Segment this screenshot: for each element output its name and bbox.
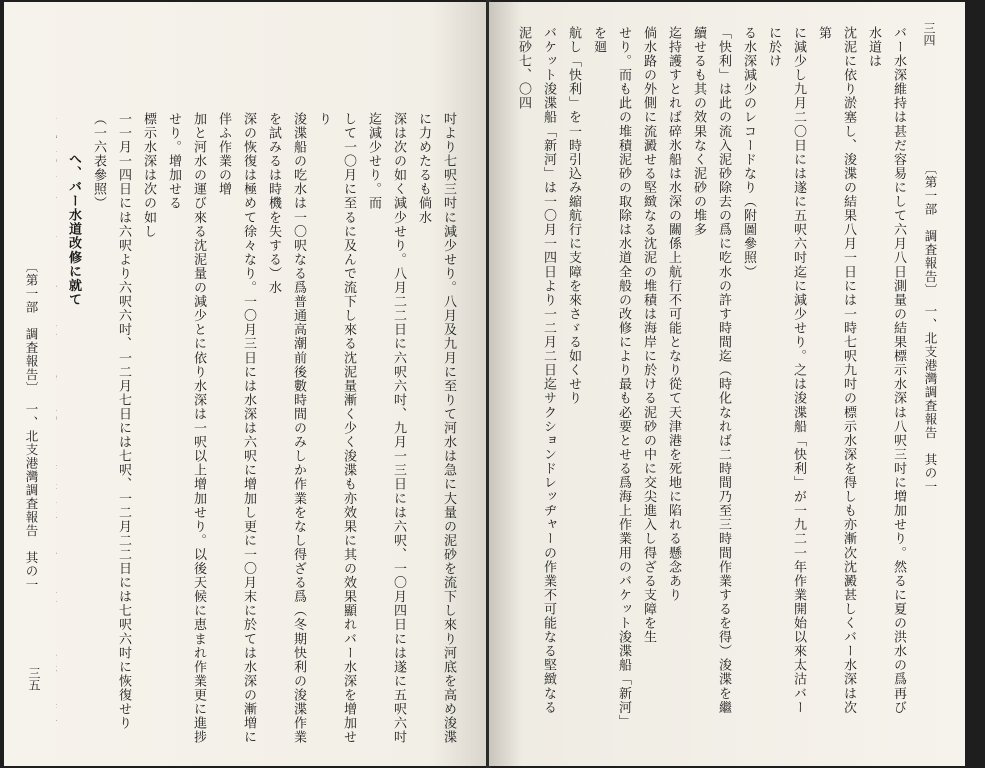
right-line-6: 迄持護すとれば碎氷船は水深の關係上航行不可能となり從て天津港を死地に陷れる懸念あり — [666, 26, 681, 603]
right-line-10: バケット浚渫船「新河」は一〇月一四日より一二月二日迄サクションドレッヂャーの作業不可能なる堅緻なる泥砂七、〇四 — [516, 26, 556, 715]
left-section-heading: へ、バー水道改修に就て — [66, 152, 81, 307]
right-folio: 三四 — [922, 22, 936, 46]
left-line-3: して一〇月に至るに及んで流下し來る沈泥量漸く少く浚渫も亦效果に其の效果顯れバー水深を增加せり — [316, 112, 356, 745]
right-line-5: 「快利」は此の流入泥砂除去の爲に吃水の許す時間迄（時化なれば二時間乃至三時間作業するを得）浚渫を繼續せるも其の效果なく泥砂の堆多 — [691, 26, 731, 715]
right-line-8: せり。而も此の堆積泥砂の取除は水道全般の改修により最も必要とせる爲海上作業用のバケット浚渫船「新河」を廻 — [591, 26, 631, 722]
left-line-8: 一一月一四日には六呎より六呎六吋、一二月七日には七呎、一二月二二日には七呎六吋に恢復せり（一六表參照） — [91, 112, 131, 731]
left-line-5: 深の恢復は極めて徐々なり。一〇月三日には水深は六呎に增加し更に一〇月末に於ては水深の漸増に伴ふ作業の增 — [216, 112, 256, 745]
right-line-3: に減少し九月二〇日には遂に五呎六吋迄に減少せり。之は浚渫船「快利」が一九二一年作業開始以來太沽バーに於け — [766, 26, 806, 715]
right-line-1: バー水深維持は甚だ容易にして六月八日測量の結果標示水深は八呎三吋に増加せり。然るに夏の洪水の爲再び水道は — [866, 26, 906, 715]
right-body — [511, 26, 911, 726]
right-line-7: 倘水路の外側に流澱せる堅緻なる沈泥の堆積は海岸に於ける泥砂の中に交尖進入し得ざる支障を生 — [641, 26, 656, 645]
right-line-4: る水深減少のレコードなり（附圖參照） — [741, 26, 756, 279]
right-page — [489, 2, 965, 766]
left-line-7: 標示水深は次の如し — [141, 112, 156, 239]
left-body — [56, 112, 461, 752]
left-line-2: 深は次の如く減少せり。八月二二日に六呎六吋、九月一三日には六呎、一〇月四日には遂に五呎六吋迄減少せり。而 — [366, 112, 406, 745]
left-page — [4, 2, 488, 766]
right-line-2: 沈泥に依り淤塞し、浚渫の結果八月一日には一時七呎九吋の標示水深を得しも亦漸次沈澱甚しくバー水深は次第 — [816, 26, 856, 715]
right-line-9: 航し「快利」を一時引込み縮航行に支障を來さゞる如くせり — [566, 26, 581, 406]
left-running-head: 〔第一部 調査報告〕 一、北支港灣調査報告 其の一 — [24, 260, 39, 592]
left-line-6: 加と河水の運び來る沈泥量の減少とに依り水深は一呎以上增加せり。以後天候に恵まれ作業更に進捗せり。增加せる — [166, 112, 206, 745]
left-line-10 — [56, 112, 61, 752]
left-line-1: 吋より七呎三吋に減少せり。八月及九月に至りて河水は急に大量の泥砂を流下し來り河底を高め浚渫に力めたるも倘水 — [416, 112, 456, 745]
right-running-head: 〔第一部 調査報告〕 一、北支港灣調査報告 其の一 — [923, 162, 938, 494]
left-folio: 三五 — [27, 667, 41, 691]
left-line-4: 浚渫船の吃水は一〇呎なる爲普通高潮前後數時間のみしか作業をなし得ざる爲（冬期快利の浚渫作業を試みるは時機を失する）水 — [266, 112, 306, 745]
